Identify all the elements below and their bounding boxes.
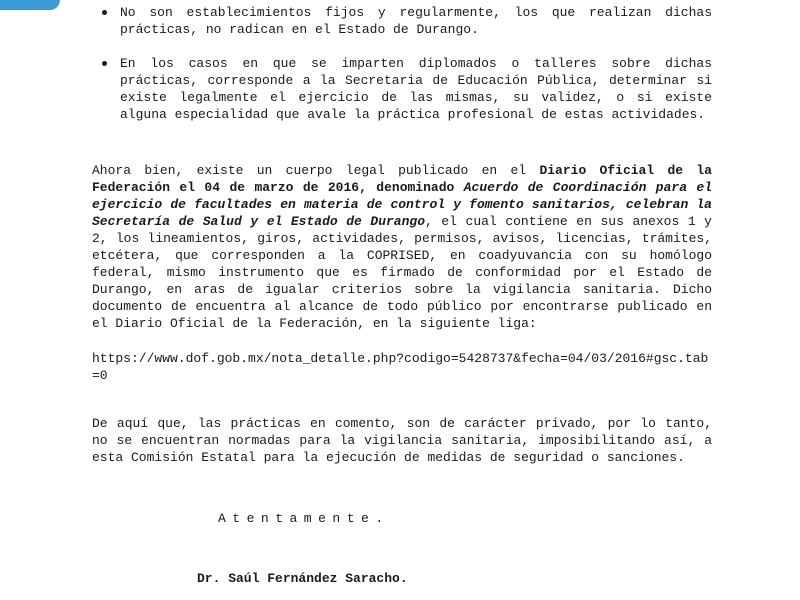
bullet-item-2 — [120, 55, 712, 123]
paragraph-intro: Ahora bien, existe un cuerpo legal publicado en el — [92, 163, 540, 178]
bullet-text: No son establecimientos fijos y regularmente, los que realizan dichas prácticas, no radican en el Estado de Durango. — [120, 5, 712, 37]
paragraph-body: , el cual contiene en sus anexos 1 y 2, los lineamientos, giros, actividades, permisos, avisos, licencias, trámites, etcétera, que corresponden a la COPRISED, en coadyuvancia con su homólogo federal, mismo instrumento que es firmado de conformidad por el Estado de Durango, en aras de igualar criterios sobre la vigilancia sanitaria. Dicho documento de encuentra al alcance de todo público por encontrarse publicado en el Diario Oficial de la Federación, en la siguiente liga: — [92, 214, 712, 331]
bullet-dot-icon — [102, 61, 107, 66]
agreement-title: Acuerdo de Coordinación para el ejercicio de facultades en materia de control y fomento sanitarios, celebran la Secretaría de Salud y el Estado de Durango — [92, 180, 713, 229]
bullet-dot-icon — [102, 10, 107, 15]
header-logo-fragment — [0, 0, 60, 10]
closing-salutation: Atentamente. — [218, 511, 390, 526]
paragraph-legal-framework — [92, 162, 712, 332]
bullet-item-1 — [120, 4, 712, 38]
bullet-text: En los casos en que se imparten diplomados o talleres sobre dichas prácticas, corresponde a la Secretaria de Educación Pública, determinar si existe legalmente el ejercicio de las mismas, su validez, o si existe alguna especialidad que avale la práctica profesional de estas actividades. — [120, 56, 712, 122]
paragraph-source-bold: Diario Oficial de la Federación el 04 de marzo de 2016, denominado — [92, 163, 712, 195]
paragraph-conclusion: De aquí que, las prácticas en comento, son de carácter privado, por lo tanto, no se encuentran normadas para la vigilancia sanitaria, imposibilitando así, a esta Comisión Estatal para la ejecución de medidas de seguridad o sanciones. — [92, 416, 712, 465]
signatory-name: Dr. Saúl Fernández Saracho. — [197, 571, 408, 586]
dof-link[interactable]: https://www.dof.gob.mx/nota_detalle.php?codigo=5428737&fecha=04/03/2016#gsc.tab=0 — [92, 351, 709, 383]
